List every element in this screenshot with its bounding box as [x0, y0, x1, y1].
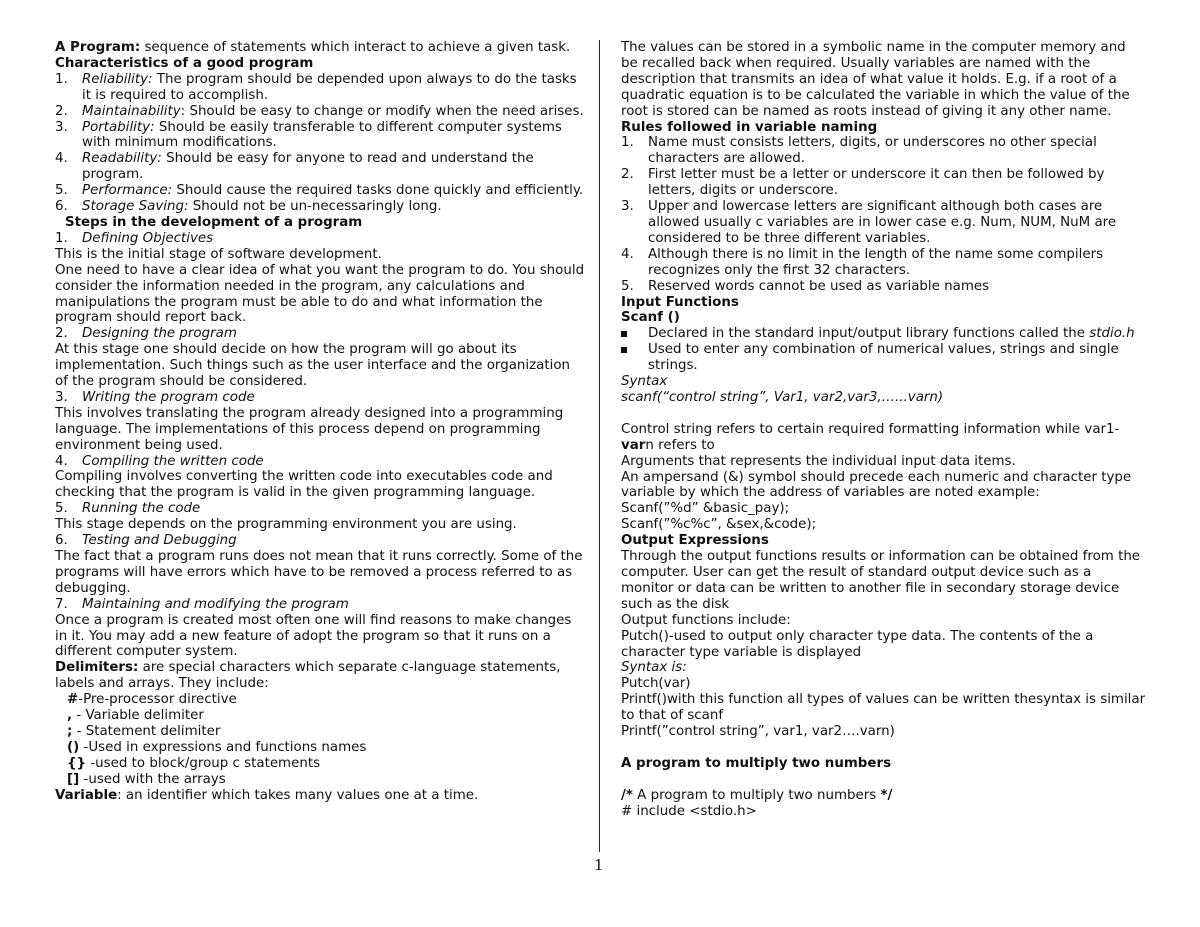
code-example: Scanf(”%d” &basic_pay); — [621, 501, 790, 517]
list-item: 1. Reliability: The program should be depended upon always to do the tasks it is required to accomplish. — [55, 71, 577, 103]
column-divider — [599, 40, 600, 852]
list-item: {} -used to block/group c statements — [67, 755, 321, 771]
blank-line — [621, 740, 1146, 756]
blank-line — [621, 772, 1146, 788]
step-title: 4. Compiling the written code — [55, 453, 264, 469]
syntax-label: Syntax — [621, 374, 668, 390]
steps-heading: Steps in the development of a program — [65, 214, 363, 230]
rules-list — [621, 135, 1146, 294]
printf-description: Printf()with this function all types of values can be written thesyntax is similar to that of scanf — [621, 692, 1146, 724]
code-comment: /* A program to multiply two numbers */ — [621, 787, 893, 803]
step-title: 6. Testing and Debugging — [55, 533, 237, 549]
delimiters-list — [55, 692, 585, 787]
steps-list — [55, 231, 585, 660]
input-functions-heading: Input Functions — [621, 294, 739, 310]
square-bullet-icon — [621, 347, 627, 353]
blank-line — [621, 406, 1146, 422]
list-item: 3. Upper and lowercase letters are significant although both cases are allowed usually c variables are in lower case e.g. Num, NUM, NuM are considered to be three different variables. — [621, 199, 1117, 246]
list-item: 2. First letter must be a letter or underscore it can then be followed by letters, digits or underscore. — [621, 167, 1105, 199]
output-heading: Output Expressions — [621, 533, 769, 549]
step-title: 3. Writing the program code — [55, 389, 255, 405]
list-item: , - Variable delimiter — [67, 708, 204, 724]
delimiters-definition: Delimiters: are special characters which separate c-language statements, labels and arrays. They include: — [55, 660, 561, 692]
step-title: 5. Running the code — [55, 501, 201, 517]
list-item: 4. Although there is no limit in the length of the name some compilers recognizes only the first 32 characters. — [621, 246, 1104, 278]
putch-description: Putch()-used to output only character type data. The contents of the a character type variable is displayed — [621, 628, 1094, 660]
variables-intro: The values can be stored in a symbolic name in the computer memory and be recalled back when required. Usually variables are named with the description that transmits an idea of what value it holds. E.g. if a root of a quadratic equation is to be calculated the variable in which the value of the root is stored can be named as roots instead of giving it any other name. — [621, 40, 1130, 119]
printf-syntax: Printf(”control string”, var1, var2….varn) — [621, 724, 895, 740]
scanf-heading: Scanf () — [621, 310, 680, 326]
scanf-syntax: scanf(“control string”, Var1, var2,var3,…...varn) — [621, 389, 944, 405]
code-example: Scanf(”%c%c”, &sex,&code); — [621, 517, 817, 533]
ampersand-text: An ampersand (&) symbol should precede each numeric and character type variable by which the address of variables are noted example: — [621, 469, 1132, 501]
right-column — [621, 40, 1146, 820]
step-text: This stage depends on the programming environment you are using. — [55, 517, 517, 533]
syntax-is-label: Syntax is: — [621, 660, 687, 676]
step-text: This is the initial stage of software development. — [55, 246, 382, 262]
step-title: 2. Designing the program — [55, 326, 237, 342]
program-definition: A Program: sequence of statements which interact to achieve a given task. — [55, 40, 571, 55]
output-include: Output functions include: — [621, 612, 791, 628]
putch-syntax: Putch(var) — [621, 676, 691, 692]
characteristics-list — [55, 72, 585, 215]
page-number: 1 — [594, 856, 604, 874]
arguments-text: Arguments that represents the individual input data items. — [621, 453, 1016, 469]
list-item: 4. Readability: Should be easy for anyone to read and understand the program. — [55, 151, 534, 183]
list-item: ; - Statement delimiter — [67, 723, 221, 739]
step-text: This involves translating the program already designed into a programming language. The implementations of this process depend on programming environment being used. — [55, 405, 564, 453]
list-item: 2. Maintainability: Should be easy to change or modify when the need arises. — [55, 103, 584, 119]
list-item: Used to enter any combination of numerical values, strings and single strings. — [621, 342, 1146, 374]
left-column — [55, 40, 585, 804]
list-item: 1. Name must consists letters, digits, or underscores no other special characters are allowed. — [621, 135, 1097, 167]
characteristics-heading: Characteristics of a good program — [55, 55, 314, 71]
step-title: 1. Defining Objectives — [55, 230, 214, 246]
program-heading: A program to multiply two numbers — [621, 755, 892, 771]
square-bullet-icon — [621, 331, 627, 337]
step-title: 7. Maintaining and modifying the program — [55, 596, 349, 612]
list-item: 3. Portability: Should be easily transferable to different computer systems with minimum modifications. — [55, 119, 562, 151]
rules-heading: Rules followed in variable naming — [621, 119, 878, 135]
list-item: Declared in the standard input/output library functions called the stdio.h — [621, 326, 1146, 342]
list-item: #-Pre-processor directive — [67, 692, 237, 708]
list-item: 5. Reserved words cannot be used as variable names — [621, 278, 990, 294]
step-text: At this stage one should decide on how the program will go about its implementation. Such things such as the user interface and the organization of the program should be considered. — [55, 342, 571, 390]
output-paragraph: Through the output functions results or information can be obtained from the computer. User can get the result of standard output device such as a monitor or data can be written to another file in secondary storage device such as the disk — [621, 549, 1141, 612]
step-text: The fact that a program runs does not mean that it runs correctly. Some of the programs will have errors which have to be removed a process referred to as debugging. — [55, 549, 583, 596]
variable-definition: Variable: an identifier which takes many values one at a time. — [55, 787, 479, 803]
list-item: 6. Storage Saving: Should not be un-necessaringly long. — [55, 199, 442, 215]
list-item: () -Used in expressions and functions names — [67, 739, 367, 755]
code-include: # include <stdio.h> — [621, 803, 757, 819]
control-string-text: Control string refers to certain required formatting information while var1-varn refers to — [621, 421, 1120, 453]
step-text: One need to have a clear idea of what you want the program to do. You should consider the information needed in the program, any calculations and manipulations the program must be able to do and what information the program should report back. — [55, 262, 585, 326]
step-text: Compiling involves converting the written code into executables code and checking that the program is valid in the given programming language. — [55, 469, 553, 501]
list-item: 5. Performance: Should cause the required tasks done quickly and efficiently. — [55, 183, 584, 199]
list-item: [] -used with the arrays — [67, 771, 226, 787]
step-text: Once a program is created most often one will find reasons to make changes in it. You may add a new feature of adopt the program so that it runs on a different computer system. — [55, 612, 572, 660]
